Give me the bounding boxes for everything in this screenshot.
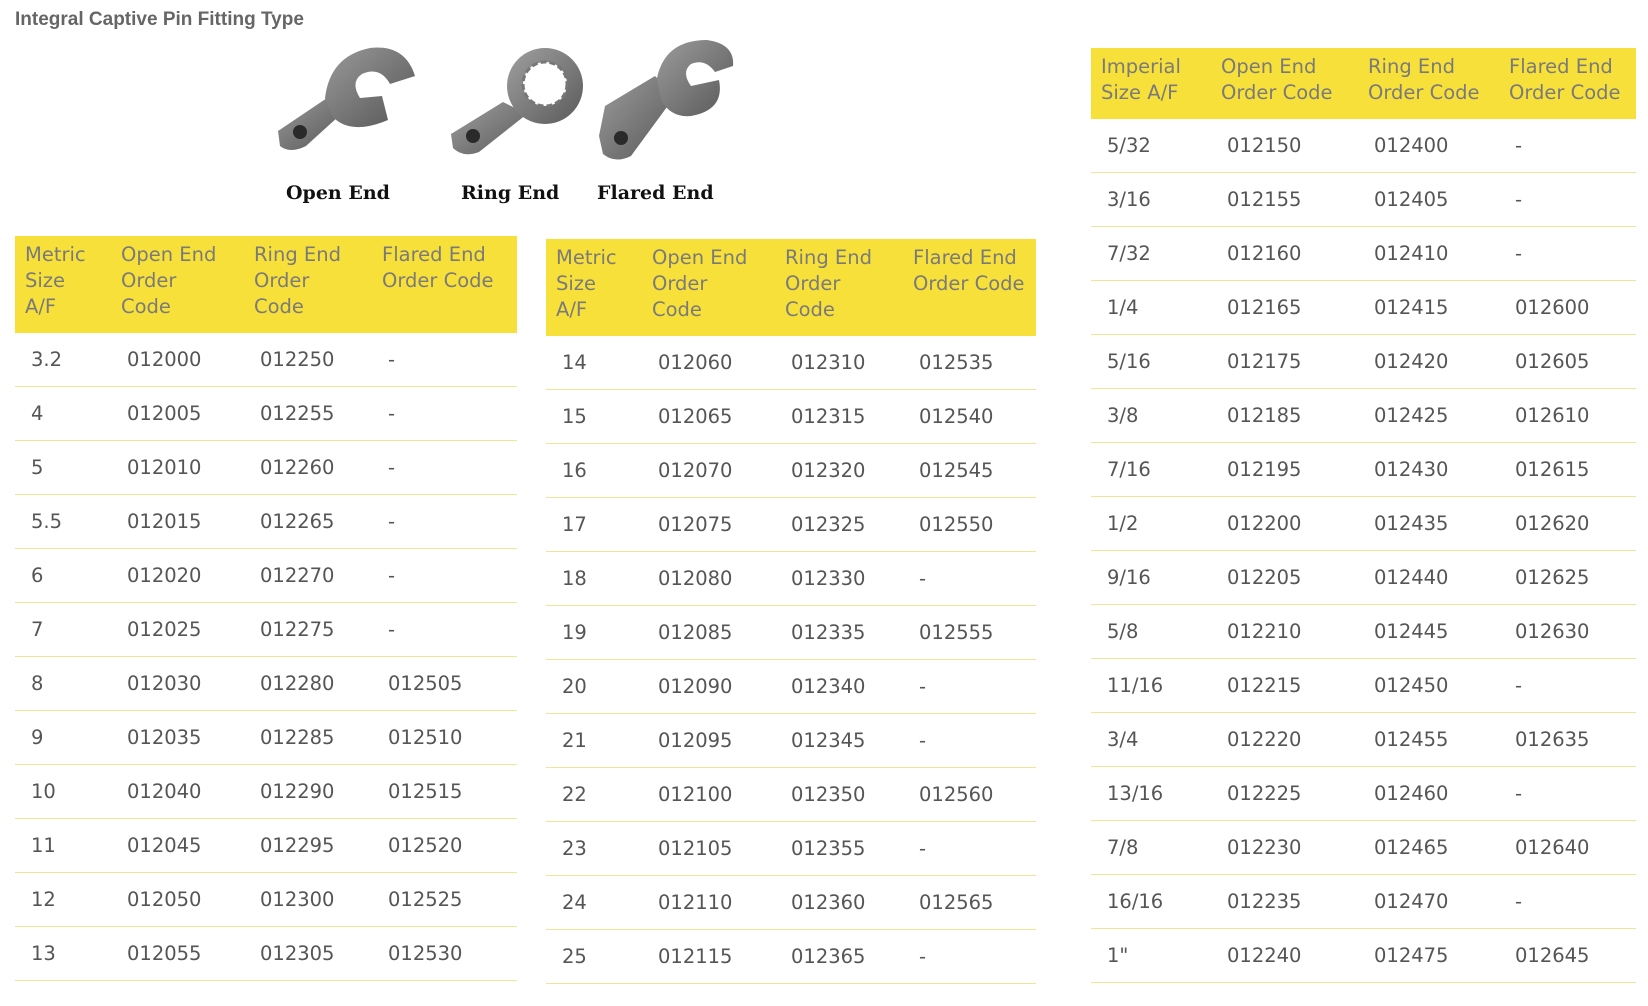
header-text-line: Flared End <box>913 246 1017 269</box>
ring-end-code-cell: 012450 <box>1358 659 1499 713</box>
ring-end-code-cell: 012275 <box>244 603 372 657</box>
size-cell: 23 <box>546 822 642 876</box>
open-end-code-cell: 012045 <box>111 819 244 873</box>
header-text-line: Ring End <box>785 246 872 269</box>
header-text-line: Order Code <box>382 269 494 292</box>
open-end-code-cell: 012065 <box>642 390 775 444</box>
header-text-line: Size <box>556 272 597 295</box>
ring-end-code-cell: 012335 <box>775 606 903 660</box>
table-row <box>15 819 517 873</box>
ring-end-code-cell: 012465 <box>1358 821 1499 875</box>
open-end-code-cell: 012075 <box>642 498 775 552</box>
page-title: Integral Captive Pin Fitting Type <box>15 9 304 30</box>
open-end-code-cell: 012165 <box>1211 281 1358 335</box>
header-text-line: Ring End <box>254 243 341 266</box>
table-row <box>15 387 517 441</box>
open-end-code-cell: 012050 <box>111 873 244 927</box>
open-end-code-cell: 012000 <box>111 333 244 387</box>
size-cell: 16 <box>546 444 642 498</box>
ring-end-fitting-icon <box>445 36 605 166</box>
open-end-code-cell: 012005 <box>111 387 244 441</box>
flared-end-code-header <box>903 239 1036 336</box>
size-cell: 7 <box>15 603 111 657</box>
flared-end-code-cell: - <box>903 660 1036 714</box>
table-row <box>15 711 517 765</box>
open-end-code-cell: 012195 <box>1211 443 1358 497</box>
size-cell: 25 <box>546 930 642 984</box>
open-end-code-header <box>1211 48 1358 119</box>
table-row <box>1091 173 1636 227</box>
table-row <box>15 765 517 819</box>
ring-end-code-header <box>1358 48 1499 119</box>
flared-end-code-cell: - <box>1499 227 1636 281</box>
table-row <box>546 660 1036 714</box>
flared-end-code-cell: - <box>372 495 517 549</box>
flared-end-code-cell: 012620 <box>1499 497 1636 551</box>
open-end-code-cell: 012115 <box>642 930 775 984</box>
flared-end-code-cell: - <box>1499 659 1636 713</box>
table-row <box>546 606 1036 660</box>
ring-end-code-cell: 012320 <box>775 444 903 498</box>
open-end-code-cell: 012205 <box>1211 551 1358 605</box>
table-header-row <box>15 236 517 333</box>
open-end-code-cell: 012210 <box>1211 605 1358 659</box>
header-text-line: Order <box>121 269 177 292</box>
flared-end-code-cell: 012550 <box>903 498 1036 552</box>
header-text-line: Size <box>25 269 66 292</box>
table-row <box>1091 119 1636 173</box>
ring-end-code-cell: 012330 <box>775 552 903 606</box>
ring-end-code-cell: 012305 <box>244 927 372 981</box>
flared-end-code-cell: - <box>372 549 517 603</box>
ring-end-code-cell: 012475 <box>1358 929 1499 983</box>
flared-end-code-cell: 012630 <box>1499 605 1636 659</box>
ring-end-code-cell: 012295 <box>244 819 372 873</box>
flared-end-code-cell: - <box>903 714 1036 768</box>
ring-end-code-cell: 012255 <box>244 387 372 441</box>
header-text-line: Order Code <box>1221 81 1333 104</box>
size-cell: 1" <box>1091 929 1211 983</box>
ring-end-code-cell: 012250 <box>244 333 372 387</box>
table-row <box>15 441 517 495</box>
header-text-line: Flared End <box>382 243 486 266</box>
ring-end-code-cell: 012425 <box>1358 389 1499 443</box>
ring-end-code-cell: 012260 <box>244 441 372 495</box>
table-row <box>1091 713 1636 767</box>
header-text-line: Ring End <box>1368 55 1455 78</box>
table-row <box>15 549 517 603</box>
size-cell: 18 <box>546 552 642 606</box>
header-text-line: Code <box>652 298 702 321</box>
size-cell: 1/2 <box>1091 497 1211 551</box>
open-end-code-cell: 012095 <box>642 714 775 768</box>
table-row <box>15 603 517 657</box>
size-cell: 5 <box>15 441 111 495</box>
flared-end-code-cell: - <box>372 387 517 441</box>
open-end-code-cell: 012240 <box>1211 929 1358 983</box>
flared-end-code-cell: 012530 <box>372 927 517 981</box>
table-header-row <box>546 239 1036 336</box>
size-cell: 21 <box>546 714 642 768</box>
size-cell: 9/16 <box>1091 551 1211 605</box>
header-text-line: Order <box>785 272 841 295</box>
open-end-code-cell: 012200 <box>1211 497 1358 551</box>
open-end-code-cell: 012225 <box>1211 767 1358 821</box>
open-end-code-cell: 012110 <box>642 876 775 930</box>
open-end-code-cell: 012090 <box>642 660 775 714</box>
flared-end-code-cell: 012545 <box>903 444 1036 498</box>
size-cell: 13 <box>15 927 111 981</box>
open-end-code-cell: 012020 <box>111 549 244 603</box>
size-cell: 1/4 <box>1091 281 1211 335</box>
header-text-line: Size A/F <box>1101 81 1179 104</box>
size-header <box>15 236 111 333</box>
ring-end-label: Ring End <box>461 182 560 204</box>
table-row <box>546 930 1036 984</box>
flared-end-code-cell: - <box>903 822 1036 876</box>
size-cell: 5.5 <box>15 495 111 549</box>
header-text-line: Code <box>785 298 835 321</box>
size-cell: 11/16 <box>1091 659 1211 713</box>
table-row <box>1091 281 1636 335</box>
header-text-line: Order <box>652 272 708 295</box>
table-row <box>546 552 1036 606</box>
flared-end-code-cell: 012515 <box>372 765 517 819</box>
table-row <box>1091 821 1636 875</box>
size-cell: 7/32 <box>1091 227 1211 281</box>
open-end-code-cell: 012080 <box>642 552 775 606</box>
ring-end-code-cell: 012460 <box>1358 767 1499 821</box>
table-header-row <box>1091 48 1636 119</box>
open-end-code-cell: 012215 <box>1211 659 1358 713</box>
ring-end-code-cell: 012270 <box>244 549 372 603</box>
flared-end-fitting-icon <box>595 36 755 176</box>
table-row <box>546 498 1036 552</box>
flared-end-code-cell: 012600 <box>1499 281 1636 335</box>
size-cell: 5/8 <box>1091 605 1211 659</box>
header-text-line: Order Code <box>1368 81 1480 104</box>
ring-end-code-cell: 012300 <box>244 873 372 927</box>
ring-end-code-cell: 012410 <box>1358 227 1499 281</box>
open-end-code-cell: 012105 <box>642 822 775 876</box>
flared-end-code-cell: 012505 <box>372 657 517 711</box>
header-text-line: Imperial <box>1101 55 1181 78</box>
ring-end-code-cell: 012415 <box>1358 281 1499 335</box>
size-cell: 22 <box>546 768 642 822</box>
header-text-line: Open End <box>1221 55 1317 78</box>
flared-end-code-cell: - <box>1499 173 1636 227</box>
ring-end-code-cell: 012405 <box>1358 173 1499 227</box>
open-end-code-cell: 012010 <box>111 441 244 495</box>
flared-end-code-cell: 012560 <box>903 768 1036 822</box>
open-end-code-cell: 012160 <box>1211 227 1358 281</box>
ring-end-code-cell: 012435 <box>1358 497 1499 551</box>
ring-end-code-cell: 012420 <box>1358 335 1499 389</box>
open-end-code-cell: 012015 <box>111 495 244 549</box>
header-text-line: Metric <box>556 246 617 269</box>
ring-end-code-cell: 012350 <box>775 768 903 822</box>
flared-end-code-cell: 012635 <box>1499 713 1636 767</box>
size-cell: 6 <box>15 549 111 603</box>
table-row <box>15 927 517 981</box>
table-row <box>1091 389 1636 443</box>
open-end-code-cell: 012100 <box>642 768 775 822</box>
size-cell: 10 <box>15 765 111 819</box>
ring-end-code-header <box>244 236 372 333</box>
size-cell: 3/8 <box>1091 389 1211 443</box>
size-cell: 3.2 <box>15 333 111 387</box>
header-text-line: Code <box>121 295 171 318</box>
table-row <box>1091 767 1636 821</box>
size-cell: 3/16 <box>1091 173 1211 227</box>
open-end-code-cell: 012220 <box>1211 713 1358 767</box>
open-end-code-cell: 012175 <box>1211 335 1358 389</box>
open-end-fitting-icon <box>270 36 430 166</box>
table-row <box>546 390 1036 444</box>
flared-end-code-cell: 012615 <box>1499 443 1636 497</box>
open-end-code-cell: 012085 <box>642 606 775 660</box>
size-cell: 7/16 <box>1091 443 1211 497</box>
header-text-line: Order Code <box>1509 81 1621 104</box>
open-end-code-cell: 012025 <box>111 603 244 657</box>
open-end-code-cell: 012055 <box>111 927 244 981</box>
flared-end-fitting <box>595 36 765 204</box>
size-cell: 3/4 <box>1091 713 1211 767</box>
size-cell: 13/16 <box>1091 767 1211 821</box>
table-row <box>1091 443 1636 497</box>
table-row <box>546 714 1036 768</box>
table-row <box>1091 551 1636 605</box>
header-text-line: Metric <box>25 243 86 266</box>
ring-end-code-cell: 012265 <box>244 495 372 549</box>
ring-end-fitting <box>445 36 615 204</box>
fitting-images <box>270 36 790 226</box>
flared-end-code-cell: - <box>372 441 517 495</box>
ring-end-code-cell: 012455 <box>1358 713 1499 767</box>
size-cell: 16/16 <box>1091 875 1211 929</box>
table-row <box>15 333 517 387</box>
size-header <box>546 239 642 336</box>
table-row <box>546 876 1036 930</box>
table-row <box>546 444 1036 498</box>
ring-end-code-cell: 012400 <box>1358 119 1499 173</box>
ring-end-code-cell: 012445 <box>1358 605 1499 659</box>
size-cell: 15 <box>546 390 642 444</box>
open-end-code-cell: 012185 <box>1211 389 1358 443</box>
ring-end-code-cell: 012310 <box>775 336 903 390</box>
ring-end-code-cell: 012365 <box>775 930 903 984</box>
ring-end-code-cell: 012440 <box>1358 551 1499 605</box>
ring-end-code-cell: 012355 <box>775 822 903 876</box>
size-cell: 5/32 <box>1091 119 1211 173</box>
flared-end-code-cell: - <box>903 930 1036 984</box>
size-cell: 8 <box>15 657 111 711</box>
flared-end-code-cell: - <box>372 333 517 387</box>
open-end-code-cell: 012150 <box>1211 119 1358 173</box>
size-cell: 7/8 <box>1091 821 1211 875</box>
ring-end-code-cell: 012285 <box>244 711 372 765</box>
open-end-code-cell: 012040 <box>111 765 244 819</box>
open-end-code-cell: 012060 <box>642 336 775 390</box>
size-cell: 19 <box>546 606 642 660</box>
table-row <box>546 336 1036 390</box>
table-row <box>546 768 1036 822</box>
open-end-code-header <box>642 239 775 336</box>
flared-end-code-cell: - <box>1499 767 1636 821</box>
ring-end-code-cell: 012345 <box>775 714 903 768</box>
size-cell: 11 <box>15 819 111 873</box>
ring-end-code-cell: 012325 <box>775 498 903 552</box>
flared-end-code-cell: - <box>903 552 1036 606</box>
flared-end-code-cell: 012645 <box>1499 929 1636 983</box>
flared-end-code-cell: 012555 <box>903 606 1036 660</box>
size-cell: 20 <box>546 660 642 714</box>
open-end-code-cell: 012235 <box>1211 875 1358 929</box>
open-end-code-cell: 012035 <box>111 711 244 765</box>
flared-end-label: Flared End <box>597 182 714 204</box>
open-end-code-cell: 012030 <box>111 657 244 711</box>
table-row <box>1091 335 1636 389</box>
open-end-code-cell: 012155 <box>1211 173 1358 227</box>
table-row <box>1091 875 1636 929</box>
flared-end-code-cell: 012520 <box>372 819 517 873</box>
metric-table-2 <box>546 239 1036 984</box>
size-cell: 24 <box>546 876 642 930</box>
open-end-code-cell: 012070 <box>642 444 775 498</box>
ring-end-code-cell: 012315 <box>775 390 903 444</box>
metric-table-1 <box>15 236 517 981</box>
open-end-code-cell: 012230 <box>1211 821 1358 875</box>
flared-end-code-cell: 012565 <box>903 876 1036 930</box>
flared-end-code-cell: - <box>1499 875 1636 929</box>
table-row <box>15 657 517 711</box>
ring-end-code-header <box>775 239 903 336</box>
flared-end-code-cell: - <box>372 603 517 657</box>
table-row <box>15 873 517 927</box>
open-end-fitting <box>270 36 440 204</box>
flared-end-code-cell: 012625 <box>1499 551 1636 605</box>
header-text-line: Code <box>254 295 304 318</box>
size-cell: 4 <box>15 387 111 441</box>
flared-end-code-cell: - <box>1499 119 1636 173</box>
table-row <box>546 822 1036 876</box>
size-cell: 9 <box>15 711 111 765</box>
table-row <box>1091 227 1636 281</box>
size-header <box>1091 48 1211 119</box>
header-text-line: Order <box>254 269 310 292</box>
table-row <box>1091 929 1636 983</box>
ring-end-code-cell: 012470 <box>1358 875 1499 929</box>
open-end-label: Open End <box>286 182 390 204</box>
size-cell: 5/16 <box>1091 335 1211 389</box>
header-text-line: Order Code <box>913 272 1025 295</box>
flared-end-code-cell: 012525 <box>372 873 517 927</box>
table-row <box>1091 605 1636 659</box>
imperial-table <box>1091 48 1636 983</box>
ring-end-code-cell: 012360 <box>775 876 903 930</box>
flared-end-code-cell: 012535 <box>903 336 1036 390</box>
flared-end-code-cell: 012640 <box>1499 821 1636 875</box>
flared-end-code-cell: 012610 <box>1499 389 1636 443</box>
flared-end-code-header <box>372 236 517 333</box>
ring-end-code-cell: 012280 <box>244 657 372 711</box>
ring-end-code-cell: 012430 <box>1358 443 1499 497</box>
header-text-line: Flared End <box>1509 55 1613 78</box>
flared-end-code-header <box>1499 48 1636 119</box>
size-cell: 17 <box>546 498 642 552</box>
table-row <box>1091 497 1636 551</box>
ring-end-code-cell: 012290 <box>244 765 372 819</box>
flared-end-code-cell: 012540 <box>903 390 1036 444</box>
table-row <box>1091 659 1636 713</box>
header-text-line: Open End <box>121 243 217 266</box>
header-text-line: A/F <box>556 298 588 321</box>
table-row <box>15 495 517 549</box>
flared-end-code-cell: 012510 <box>372 711 517 765</box>
open-end-code-header <box>111 236 244 333</box>
flared-end-code-cell: 012605 <box>1499 335 1636 389</box>
header-text-line: A/F <box>25 295 57 318</box>
header-text-line: Open End <box>652 246 748 269</box>
size-cell: 12 <box>15 873 111 927</box>
ring-end-code-cell: 012340 <box>775 660 903 714</box>
size-cell: 14 <box>546 336 642 390</box>
